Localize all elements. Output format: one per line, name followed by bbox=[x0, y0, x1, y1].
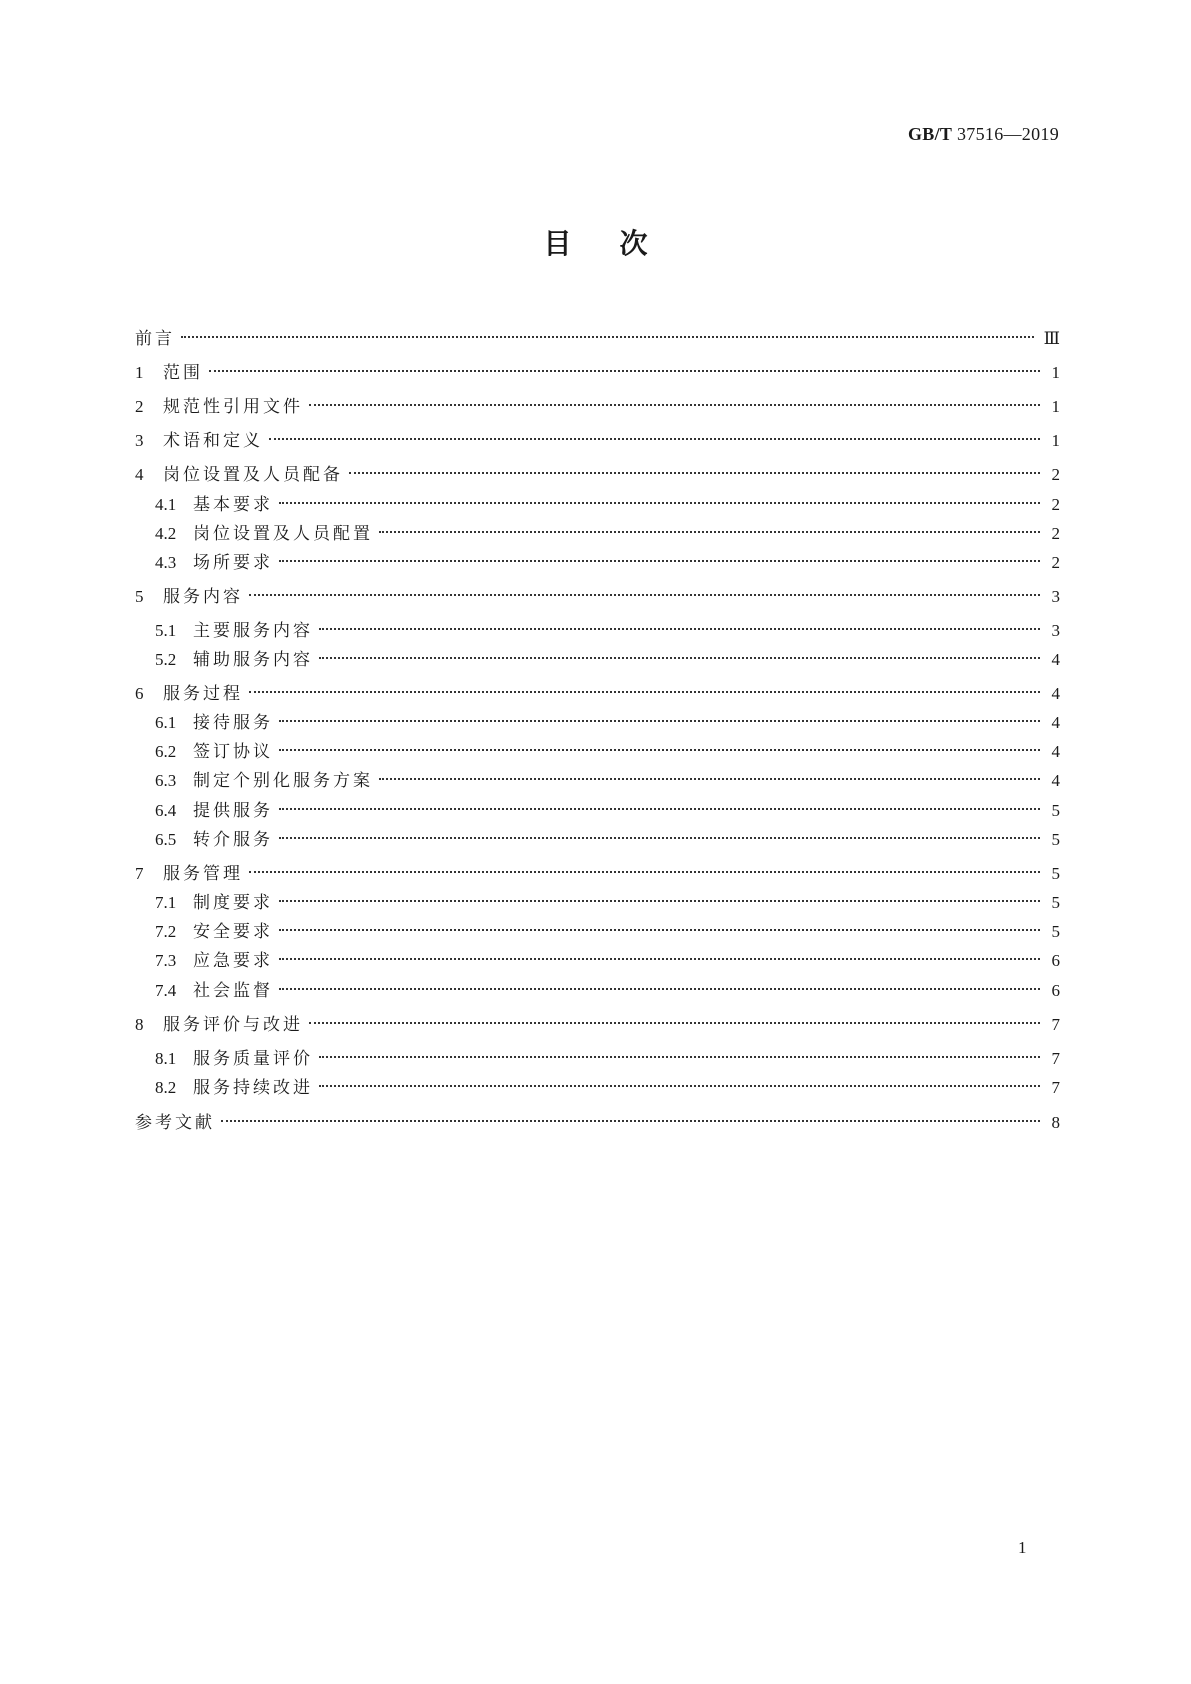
toc-entry[interactable] bbox=[155, 1071, 1060, 1099]
toc-entry-page: 3 bbox=[1051, 587, 1060, 606]
toc-entry[interactable] bbox=[135, 677, 1060, 705]
toc-dot-leader bbox=[279, 823, 1040, 845]
toc-entry[interactable] bbox=[155, 488, 1060, 516]
toc-entry-number: 7.2 bbox=[155, 922, 177, 941]
toc-entry-number: 6.1 bbox=[155, 713, 177, 732]
toc-dot-leader bbox=[319, 643, 1040, 665]
toc-entry-page: 2 bbox=[1051, 495, 1060, 514]
toc-entry-page: 1 bbox=[1051, 397, 1060, 416]
toc-entry-number: 8.2 bbox=[155, 1078, 177, 1097]
standard-code bbox=[908, 124, 1059, 145]
toc-entry-number: 6.3 bbox=[155, 771, 177, 790]
toc-entry[interactable] bbox=[155, 915, 1060, 943]
toc-entry-label: 服务持续改进 bbox=[193, 1078, 313, 1098]
toc-entry[interactable] bbox=[155, 794, 1060, 822]
toc-entry-page: 5 bbox=[1051, 801, 1060, 820]
toc-entry-page: 2 bbox=[1051, 553, 1060, 572]
toc-entry-number: 6 bbox=[135, 684, 144, 703]
toc-entry-label: 安全要求 bbox=[193, 922, 273, 942]
toc-entry-label: 前言 bbox=[135, 329, 175, 349]
toc-entry-label: 服务管理 bbox=[163, 864, 243, 884]
toc-entry-label: 服务评价与改进 bbox=[163, 1015, 303, 1035]
toc-entry-page: 2 bbox=[1051, 524, 1060, 543]
toc-entry-number: 7.3 bbox=[155, 951, 177, 970]
toc-entry-label: 服务内容 bbox=[163, 587, 243, 607]
toc-entry-page: 4 bbox=[1051, 742, 1060, 761]
toc-entry-number: 4.1 bbox=[155, 495, 177, 514]
toc-dot-leader bbox=[279, 974, 1040, 996]
toc-entry[interactable] bbox=[135, 424, 1060, 452]
toc-dot-leader bbox=[279, 706, 1040, 728]
toc-entry-label: 参考文献 bbox=[135, 1113, 215, 1133]
toc-entry-page: 2 bbox=[1051, 465, 1060, 484]
toc-entry[interactable] bbox=[155, 974, 1060, 1002]
toc-dot-leader bbox=[379, 764, 1040, 786]
toc-entry-label: 岗位设置及人员配置 bbox=[193, 524, 373, 544]
toc-entry-label: 制定个别化服务方案 bbox=[193, 771, 373, 791]
standard-prefix: GB/T bbox=[907, 124, 953, 144]
toc-entry[interactable] bbox=[155, 517, 1060, 545]
toc-entry-number: 3 bbox=[135, 431, 144, 450]
toc-entry-page: 6 bbox=[1051, 981, 1060, 1000]
toc-entry-label: 场所要求 bbox=[193, 553, 273, 573]
toc-entry-label: 辅助服务内容 bbox=[193, 650, 313, 670]
toc-entry-number: 5 bbox=[135, 587, 144, 606]
toc-dot-leader bbox=[249, 580, 1040, 602]
toc-entry-number: 8.1 bbox=[155, 1049, 177, 1068]
toc-dot-leader bbox=[349, 458, 1040, 480]
toc-entry-number: 8 bbox=[135, 1015, 144, 1034]
toc-entry[interactable] bbox=[155, 614, 1060, 642]
toc-entry-page: 4 bbox=[1051, 713, 1060, 732]
toc-entry[interactable] bbox=[135, 1008, 1060, 1036]
toc-dot-leader bbox=[279, 546, 1040, 568]
toc-dot-leader bbox=[279, 886, 1040, 908]
toc-dot-leader bbox=[319, 1071, 1040, 1093]
toc-entry[interactable] bbox=[135, 322, 1060, 350]
toc-entry[interactable] bbox=[155, 764, 1060, 792]
toc-entry-label: 提供服务 bbox=[193, 801, 273, 821]
toc-entry-page: 4 bbox=[1051, 771, 1060, 790]
toc-entry[interactable] bbox=[135, 580, 1060, 608]
toc-dot-leader bbox=[209, 356, 1040, 378]
toc-entry-label: 术语和定义 bbox=[163, 431, 263, 451]
toc-dot-leader bbox=[279, 915, 1040, 937]
toc-entry[interactable] bbox=[135, 1106, 1060, 1134]
toc-entry-label: 应急要求 bbox=[193, 951, 273, 971]
toc-entry-page: 5 bbox=[1051, 830, 1060, 849]
toc-dot-leader bbox=[221, 1106, 1040, 1128]
toc-entry-number: 4.3 bbox=[155, 553, 177, 572]
toc-entry[interactable] bbox=[155, 944, 1060, 972]
toc-entry-page: 7 bbox=[1051, 1015, 1060, 1034]
standard-number: 37516—2019 bbox=[957, 124, 1059, 144]
toc-entry-page: 5 bbox=[1051, 922, 1060, 941]
toc-dot-leader bbox=[319, 1042, 1040, 1064]
page-title: 目次 bbox=[543, 227, 696, 260]
toc-entry-page: 7 bbox=[1051, 1049, 1060, 1068]
toc-entry-number: 4.2 bbox=[155, 524, 177, 543]
toc-dot-leader bbox=[279, 944, 1040, 966]
toc-dot-leader bbox=[309, 1008, 1040, 1030]
toc-entry-label: 接待服务 bbox=[193, 713, 273, 733]
toc-entry-number: 6.4 bbox=[155, 801, 177, 820]
toc-entry[interactable] bbox=[155, 823, 1060, 851]
toc-dot-leader bbox=[249, 677, 1040, 699]
toc-entry-label: 社会监督 bbox=[193, 981, 273, 1001]
toc-entry-page: 3 bbox=[1051, 621, 1060, 640]
toc-entry-page: 5 bbox=[1051, 893, 1060, 912]
toc-entry-label: 规范性引用文件 bbox=[163, 397, 303, 417]
toc-entry-number: 5.2 bbox=[155, 650, 177, 669]
toc-entry-number: 7.4 bbox=[155, 981, 177, 1000]
toc-entry-page: 6 bbox=[1051, 951, 1060, 970]
toc-dot-leader bbox=[319, 614, 1040, 636]
toc-entry[interactable] bbox=[155, 546, 1060, 574]
footer-page-number: 1 bbox=[1018, 1538, 1027, 1557]
toc-entry-number: 6.5 bbox=[155, 830, 177, 849]
toc-entry-label: 服务过程 bbox=[163, 684, 243, 704]
toc-entry[interactable] bbox=[155, 643, 1060, 671]
toc-entry-number: 1 bbox=[135, 363, 144, 382]
toc-entry-number: 2 bbox=[135, 397, 144, 416]
toc-dot-leader bbox=[279, 735, 1040, 757]
toc-entry[interactable] bbox=[135, 390, 1060, 418]
toc-dot-leader bbox=[379, 517, 1040, 539]
toc-entry[interactable] bbox=[155, 735, 1060, 763]
toc-entry-page: 8 bbox=[1051, 1113, 1060, 1132]
toc-entry-label: 制度要求 bbox=[193, 893, 273, 913]
toc-dot-leader bbox=[269, 424, 1040, 446]
toc-entry-page: 5 bbox=[1051, 864, 1060, 883]
toc-entry-label: 转介服务 bbox=[193, 830, 273, 850]
toc-entry-number: 4 bbox=[135, 465, 144, 484]
toc-entry[interactable] bbox=[155, 706, 1060, 734]
toc-entry-label: 岗位设置及人员配备 bbox=[163, 465, 343, 485]
toc-dot-leader bbox=[279, 488, 1040, 510]
toc-entry[interactable] bbox=[155, 1042, 1060, 1070]
toc-dot-leader bbox=[279, 794, 1040, 816]
toc-dot-leader bbox=[249, 857, 1040, 879]
toc-entry-page: 7 bbox=[1051, 1078, 1060, 1097]
toc-entry-page: 4 bbox=[1051, 684, 1060, 703]
toc-entry-label: 范围 bbox=[163, 363, 203, 383]
toc-dot-leader bbox=[181, 322, 1034, 344]
toc-entry-page: 1 bbox=[1051, 431, 1060, 450]
toc-entry-number: 5.1 bbox=[155, 621, 177, 640]
toc-entry-number: 7 bbox=[135, 864, 144, 883]
toc-entry-label: 主要服务内容 bbox=[193, 621, 313, 641]
toc-entry[interactable] bbox=[135, 356, 1060, 384]
toc-entry-label: 签订协议 bbox=[193, 742, 273, 762]
toc-entry-label: 基本要求 bbox=[193, 495, 273, 515]
toc-dot-leader bbox=[309, 390, 1040, 412]
toc-entry[interactable] bbox=[135, 857, 1060, 885]
toc-entry-page: Ⅲ bbox=[1043, 329, 1060, 348]
toc-entry-number: 7.1 bbox=[155, 893, 177, 912]
toc-entry[interactable] bbox=[135, 458, 1060, 486]
toc-entry[interactable] bbox=[155, 886, 1060, 914]
toc-entry-number: 6.2 bbox=[155, 742, 177, 761]
toc-entry-page: 1 bbox=[1051, 363, 1060, 382]
toc-entry-page: 4 bbox=[1051, 650, 1060, 669]
toc-entry-label: 服务质量评价 bbox=[193, 1049, 313, 1069]
